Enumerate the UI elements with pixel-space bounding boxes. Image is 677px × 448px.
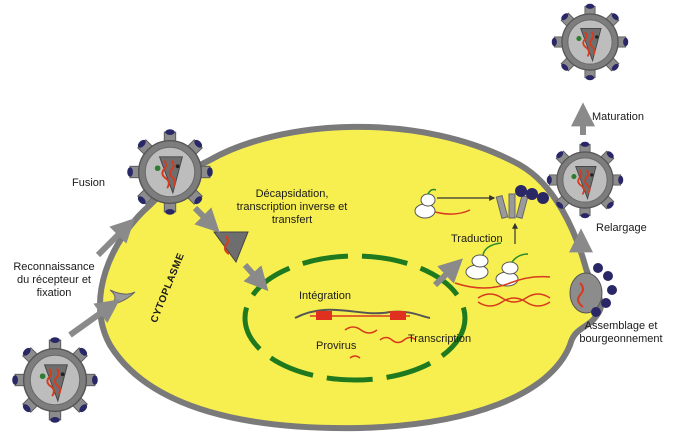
label-decapsidation xyxy=(222,188,362,227)
virus-mature xyxy=(552,4,629,81)
ltr-left xyxy=(316,311,332,320)
label-assemblage-line1: Assemblage et xyxy=(584,320,658,332)
ltr-right xyxy=(390,311,406,320)
label-assemblage xyxy=(565,320,677,346)
label-assemblage-line2: bourgeonnement xyxy=(579,333,663,345)
label-cytoplasme: CYTOPLASME xyxy=(148,251,187,325)
label-integration: Intégration xyxy=(299,290,351,302)
label-decapsidation-line1: Décapsidation, xyxy=(255,188,329,200)
label-reconnaissance-line2: du récepteur et xyxy=(17,274,91,286)
label-maturation: Maturation xyxy=(592,111,644,123)
label-fusion: Fusion xyxy=(72,177,106,189)
budding-virion xyxy=(570,273,602,313)
label-reconnaissance-line3: fixation xyxy=(36,287,72,299)
label-traduction: Traduction xyxy=(451,233,503,245)
virus-free xyxy=(12,337,98,423)
label-transcription: Transcription xyxy=(408,333,472,345)
label-reconnaissance xyxy=(4,261,104,300)
label-relargage: Relargage xyxy=(596,222,647,234)
label-reconnaissance-line1: Reconnaissance xyxy=(13,261,95,273)
label-decapsidation-line3: transfert xyxy=(271,214,313,226)
virus-fusion xyxy=(127,129,213,215)
virus-released xyxy=(547,142,624,219)
label-provirus: Provirus xyxy=(316,340,357,352)
label-decapsidation-line2: transcription inverse et xyxy=(236,201,348,213)
